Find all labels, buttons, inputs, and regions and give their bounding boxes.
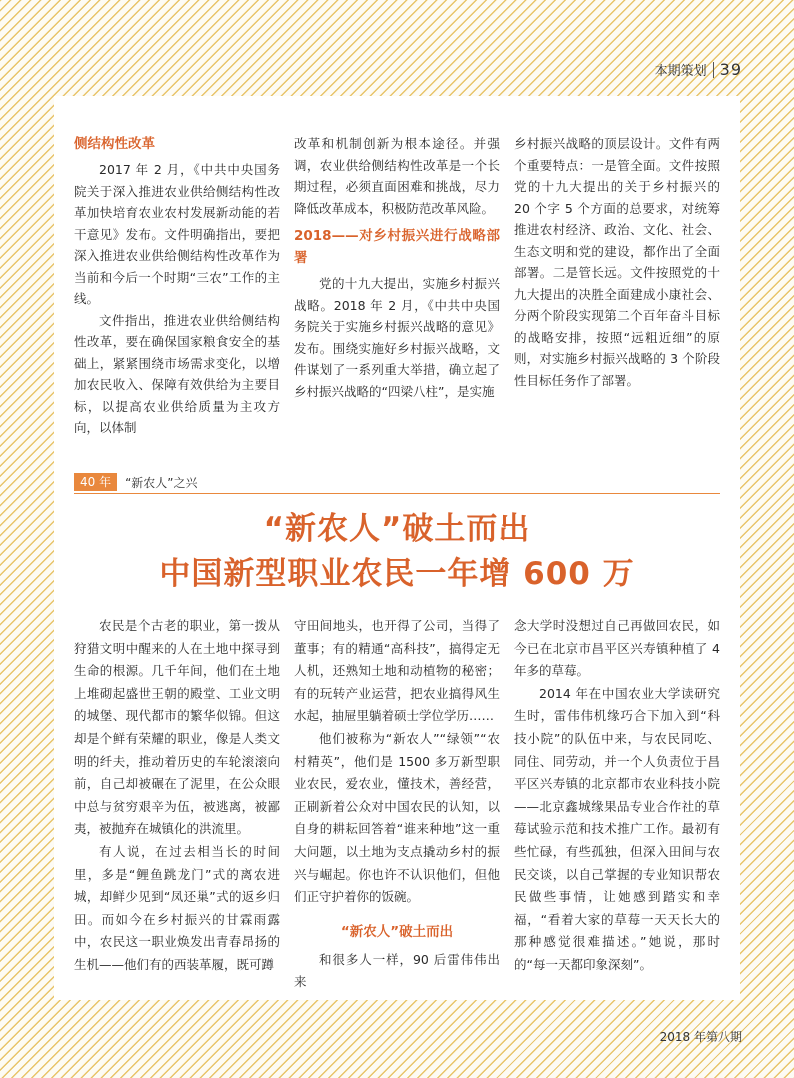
top-col1-heading: 侧结构性改革	[74, 136, 155, 152]
bottom-col2-paragraph-1: 他们被称为“新农人”“绿领”“农村精英”，他们是 1500 多万新型职业农民，爱农业，懂技术，善经营，正刷新着公众对中国农民的认知，以自身的耕耘回答着“谁来种地”这一重大问题，以土地为支点撬动乡村的振兴与崛起。你也许不认识他们，但他们正守护着你的饭碗。	[294, 730, 500, 905]
banner-tag: 40 年	[74, 473, 117, 491]
bottom-column-3	[514, 615, 720, 977]
article-title-line-1: “新农人”破土而出	[263, 511, 531, 547]
banner-rule	[74, 493, 720, 494]
bottom-col2-heading: “新农人”破土而出	[340, 923, 454, 940]
top-col2-heading: 2018——对乡村振兴进行战略部署	[294, 228, 500, 266]
top-column-1	[74, 133, 280, 439]
banner-text: “新农人”之兴	[125, 475, 198, 490]
section-label: 本期策划	[654, 64, 707, 79]
article-title-line-2: 中国新型职业农民一年增 600 万	[159, 556, 635, 592]
page-number: 39	[719, 60, 742, 79]
header-divider	[713, 62, 714, 78]
top-col2-paragraph-1: 党的十九大提出，实施乡村振兴战略。2018 年 2 月，《中共中央国务院关于实施乡村振兴战略的意见》发布。围绕实施好乡村振兴战略，文件谋划了一系列重大举措，确立起了乡村振兴战略的“四梁八柱”，是实施	[294, 276, 500, 399]
bottom-col1-paragraph-2: 有人说，在过去相当长的时间里，多是“鲤鱼跳龙门”式的离农进城，却鲜少见到“凤还巢”式的返乡归田。而如今在乡村振兴的甘霖雨露中，农民这一职业焕发出青春昂扬的生机——他们有的西装革履，既可蹲	[74, 843, 280, 972]
bottom-col2-lead: 守田间地头，也开得了公司，当得了董事；有的精通“高科技”，搞得定无人机，还熟知土地和动植物的秘密；有的玩转产业运营，把农业搞得风生水起，抽屉里躺着硕士学位学历……	[294, 618, 500, 724]
bottom-col2-tail: 和很多人一样，90 后雷伟伟出来	[294, 951, 500, 990]
top-col2-lead: 改革和机制创新为根本途径。并强调，农业供给侧结构性改革是一个长期过程，必须直面困难和挑战，尽力降低改革成本，积极防范改革风险。	[294, 136, 500, 216]
page-header	[655, 60, 742, 79]
top-col3-lead: 乡村振兴战略的顶层设计。文件有两个重要特点：一是管全面。文件按照党的十九大提出的关于乡村振兴的 20 个字 5 个方面的总要求，对统筹推进农村经济、政治、文化、社会、生态文明和党的建设，都作出了全面部署。二是管长远。文件按照党的十九大提出的决胜全面建成小康社会、分两个阶段实现第二个百年奋斗目标的战略安排，按照“远粗近细”的原则，对实施乡村振兴战略的 3 个阶段性目标任务作了部署。	[514, 136, 720, 388]
bottom-column-2	[294, 615, 500, 994]
page-footer: 2018 年第八期	[659, 1030, 742, 1044]
top-column-3	[514, 133, 720, 391]
bottom-col1-paragraph-1: 农民是个古老的职业，第一拨从狩猎文明中醒来的人在土地中探寻到生命的根源。几千年间，他们在土地上堆砌起盛世王朝的殿堂、工业文明的城堡、现代都市的繁华似锦。但这却是个鲜有荣耀的职业，像是人类文明的纤夫，推动着历史的车轮滚滚向前，自己却被碾在了泥里，在公众眼中总与贫穷艰辛为伍，被逃离，被鄙夷，被抛弃在城镇化的洪流里。	[74, 618, 280, 837]
section-banner	[74, 473, 720, 491]
top-col1-paragraph-2: 文件指出，推进农业供给侧结构性改革，要在确保国家粮食安全的基础上，紧紧围绕市场需求变化，以增加农民收入、保障有效供给为主要目标，以提高农业供给质量为主攻方向，以体制	[74, 312, 280, 435]
bottom-col3-lead: 念大学时没想过自己再做回农民，如今已在北京市昌平区兴寿镇种植了 4 年多的草莓。	[514, 618, 720, 679]
bottom-col3-paragraph-1: 2014 年在中国农业大学读研究生时，雷伟伟机缘巧合下加入到“科技小院”的队伍中来，与农民同吃、同住、同劳动，并一个人负责位于昌平区兴寿镇的北京都市农业科技小院——北京鑫城缘果品专业合作社的草莓试验示范和技术推广工作。最初有些忙碌，有些孤独，但深入田间与农民交谈，以自己掌握的专业知识帮农民做些事情，让她感到踏实和幸福，“看着大家的草莓一天天长大的那种感觉很难描述。”她说，那时的“每一天都印象深刻”。	[514, 685, 720, 972]
top-column-2	[294, 133, 500, 402]
bottom-column-1	[74, 615, 280, 977]
top-col1-paragraph-1: 2017 年 2 月，《中共中央国务院关于深入推进农业供给侧结构性改革加快培育农业农村发展新动能的若干意见》发布。文件明确指出，要把深入推进农业供给侧结构性改革作为当前和今后一个时期“三农”工作的主线。	[74, 162, 280, 306]
